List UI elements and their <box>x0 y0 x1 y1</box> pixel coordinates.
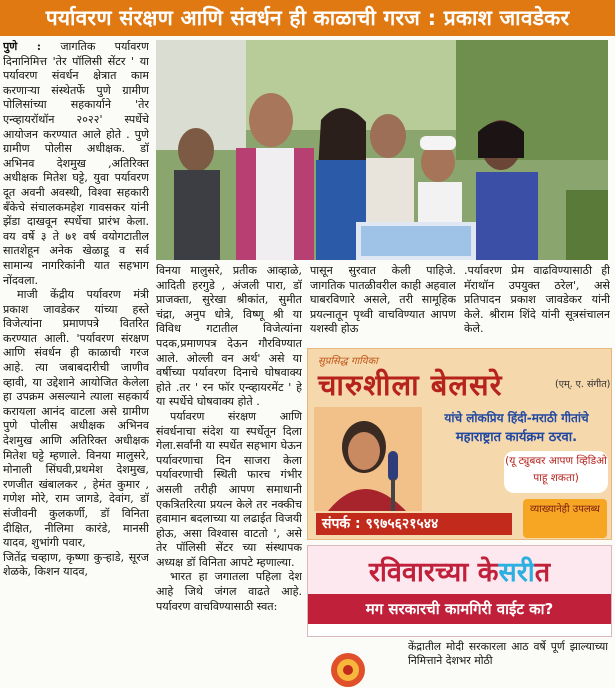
paragraph-7: पासून सुरवात केली पाहिजे. जागतिक पातळीवरील काही अहवाल घाबरविणारे असले, तरी सामूहिक प्रयत्नातून पृथ्वी वाचविण्यात आपण यशस्वी होऊ <box>310 264 456 336</box>
paragraph-8: .पर्यावरण प्रेम वाढविण्यासाठी ही मॅराथॉन उपयुक्त ठरेल', असे प्रतिपादन प्रकाश जावडेकर यांनी केले. श्रीराम शिंदे यांनी सूत्रसंचालन केले. <box>464 264 610 336</box>
paragraph-2: माजी केंद्रीय पर्यावरण मंत्री प्रकाश जावडेकर यांच्या हस्ते विजेत्यांना प्रमाणपत्रे वितरित करण्यात आली. 'पर्यावरण संरक्षण आणि संवर्धन ही काळाची गरज आहे. त्या जबाबदारीची जाणीव व्हावी, या उद्देशाने आयोजित केलेला हा उपक्रम असल्याने त्याला सहकार्य करायला आनंद वाटला असे ग्रामीण पुणे पोलीस अधीक्षक अभिनव देशमुख आणि अतिरिक्त अधीक्षक मितेश घट्टे म्हणाले. विनया मालुसरे, मोनाली सिंघवी,प्रथमेश देशमुख, रणजीत खंबालकर , हेमंत कुमार , गणेश मोरे, राम जागडे, देवांग, डॉ संजीवनी कुलकर्णी, डॉ विनिता दीक्षित, नीलिमा कारंडे, मानसी यादव, शुभांगी पवार, <box>3 288 149 550</box>
promo-subtitle-bar <box>308 594 611 624</box>
singer-advertisement <box>307 348 612 540</box>
article-column-4 <box>464 264 610 344</box>
headline-banner <box>0 0 615 36</box>
promo-teaser-text: केंद्रातील मोदी सरकारला आठ वर्षे पूर्ण झाल्याच्या निमित्ताने देशभर मोठी <box>408 640 608 667</box>
ad-line-1: यांचे लोकप्रिय हिंदी-मराठी गीतांचे <box>444 411 589 425</box>
paragraph-4: विनया मालुसरे, प्रतीक आव्हाळे, आदिती हरगुडे , अंजली पारा, डॉ प्राजक्ता, सुरेखा श्रीकांत, सुमीत चंद्रा, अनुप धोत्रे, विष्णू श्री या विविध गटातील विजेत्यांना पदक,प्रमाणपत्र देऊन गौरविण्यात आले. ओल्ली वन अर्थ' असे या वर्षीच्या पर्यावरण दिनाचे घोषवाक्य होते .तर ' रन फॉर एन्व्हायरमेंट ' हे या स्पर्धेचे घोषवाक्य होते . <box>156 264 302 409</box>
article-column-3 <box>310 264 456 344</box>
article-column-2 <box>156 264 302 683</box>
paragraph-3: जितेंद्र चव्हाण, कृष्णा कुऱ्हाडे, सूरज शेळके, किशन यादव, <box>3 550 149 579</box>
paragraph-1: जागतिक पर्यावरण दिनानिमित्त 'तेर पॉलिसी सेंटर ' या पर्यावरण संवर्धन क्षेत्रात काम करणाऱ्या संस्थेतर्फे पुणे ग्रामीण पोलिसांच्या सहकार्याने 'तेर एन्व्हायरॉथॉन २०२२' स्पर्धेचे आयोजन करण्यात आले होते . पुणे ग्रामीण पोलीस अधीक्षक. डॉ अभिनव देशमुख ,अतिरिक्त अधीक्षक मितेश घट्टे, युवा पर्यावरण दूत अवनी अवस्थी, विश्वा सहकारी बँकेचे संचालकमहेश गावसकर यांनी झेंडा दाखवून स्पर्धेचा प्रारंभ केला. वय वर्षे ३ ते ७१ वर्ष वयोगटातील सातशेहून अनेक खेळाडू व सर्व सामान्य नागरिकांनी यात सहभाग नोंदवला. <box>3 40 149 287</box>
paragraph-6: भारत हा जगातला पहिला देश आहे जिथे जंगल वाढते आहे. पर्यावरण वाचविण्यासाठी स्वत: <box>156 570 302 613</box>
ad-tagline: सुप्रसिद्ध गायिका <box>318 356 378 367</box>
ad-line-2: महाराष्ट्रात कार्यक्रम ठरवा. <box>455 430 578 445</box>
photo-illustration <box>156 40 608 260</box>
ad-badge: व्याख्यानेही उपलब्ध <box>523 499 607 538</box>
promo-subtitle: मग सरकारची कामगिरी वाईट का? <box>365 600 554 618</box>
promo-title-part-1: रविवारच्या के <box>368 556 499 588</box>
ad-youtube-note: (यू ट्युबवर आपण व्हिडिओ पाहू शकता) <box>504 451 608 493</box>
kesari-sunday-promo <box>307 545 612 637</box>
paragraph-5: पर्यावरण संरक्षण आणि संवर्धनाचा संदेश या स्पर्धेतून दिला गेला.सर्वांनी या स्पर्धेत सहभाग घेऊन पर्यावरणाचा दिन साजरा केला पर्यावरणाची स्थिती फारच गंभीर असली तरीही आपण समाधानी एकत्रितरित्या प्रयत्न केले तर नक्कीच हवामान बदलाच्या या लढाईत विजयी होऊ, असा विश्वास वाटतो ', असे तेर पॉलिसी सेंटर च्या संस्थापक अध्यक्ष डॉ विनिता आपटे म्हणाल्या. <box>156 409 302 569</box>
ad-contact: संपर्क : ९९७५६२१५४४ <box>316 513 512 535</box>
article-column-1 <box>3 40 149 683</box>
promo-title-band <box>308 546 611 594</box>
ad-singer-name: चारुशीला बेलसरे <box>318 368 503 402</box>
promo-title-part-2: सरी <box>498 556 535 588</box>
headline-text: पर्यावरण संरक्षण आणि संवर्धन ही काळाची गरज : प्रकाश जावडेकर <box>45 6 570 30</box>
promo-title-part-3: त <box>534 556 551 588</box>
promo-teaser <box>408 640 608 683</box>
dateline: पुणे : <box>3 40 42 53</box>
promo-title <box>369 552 550 589</box>
event-photo <box>156 40 608 260</box>
singer-portrait <box>314 407 422 511</box>
ad-degree: (एम्. ए. संगीत) <box>555 379 611 390</box>
